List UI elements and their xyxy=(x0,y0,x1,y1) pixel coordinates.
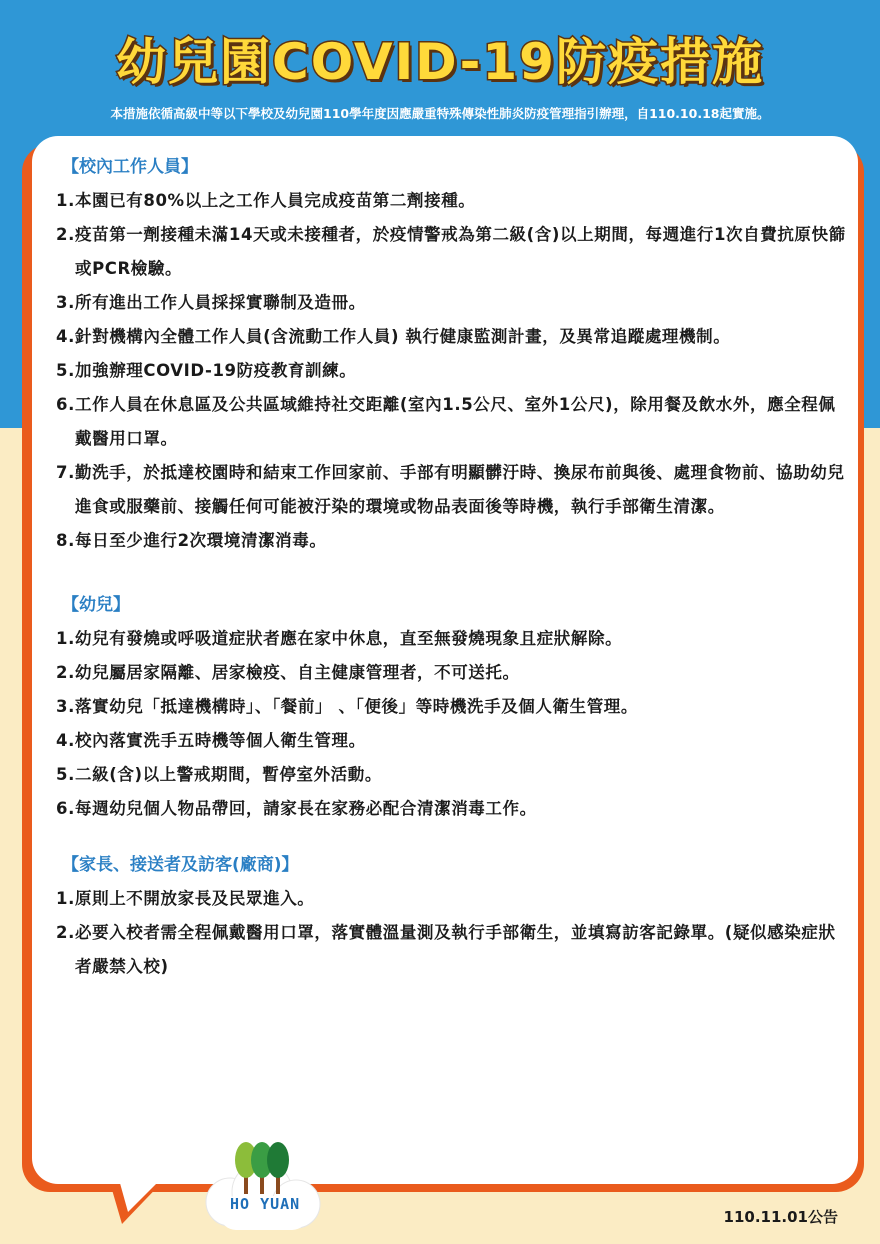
content-body xyxy=(56,150,846,984)
section-children xyxy=(56,588,846,826)
list-item xyxy=(56,456,846,524)
list-item xyxy=(56,690,846,724)
item-number: 6. xyxy=(56,799,75,818)
list-item xyxy=(56,184,846,218)
item-text: 每日至少進行2次環境清潔消毒。 xyxy=(75,531,327,550)
item-number: 4. xyxy=(56,731,75,750)
item-text: 二級(含)以上警戒期間，暫停室外活動。 xyxy=(75,765,382,784)
item-number: 4. xyxy=(56,327,75,346)
item-text: 校內落實洗手五時機等個人衛生管理。 xyxy=(75,731,366,750)
item-text: 幼兒屬居家隔離、居家檢疫、自主健康管理者，不可送托。 xyxy=(75,663,520,682)
list-item xyxy=(56,218,846,286)
item-text: 疫苗第一劑接種未滿14天或未接種者，於疫情警戒為第二級(含)以上期間，每週進行1次自費抗原快篩或PCR檢驗。 xyxy=(75,225,846,278)
item-number: 1. xyxy=(56,191,75,210)
item-text: 每週幼兒個人物品帶回，請家長在家務必配合清潔消毒工作。 xyxy=(75,799,537,818)
list-item xyxy=(56,792,846,826)
list-item xyxy=(56,320,846,354)
list-item xyxy=(56,916,846,984)
section-title: 【校內工作人員】 xyxy=(62,157,198,177)
list-item xyxy=(56,724,846,758)
section-parents-visitors xyxy=(56,848,846,984)
list-item xyxy=(56,882,846,916)
item-number: 2. xyxy=(56,225,75,244)
item-number: 1. xyxy=(56,629,75,648)
item-number: 5. xyxy=(56,361,75,380)
item-number: 1. xyxy=(56,889,75,908)
item-number: 3. xyxy=(56,697,75,716)
item-text: 必要入校者需全程佩戴醫用口罩，落實體溫量測及執行手部衛生，並填寫訪客記錄單。(疑似感染症狀者嚴禁入校) xyxy=(75,923,836,976)
item-number: 3. xyxy=(56,293,75,312)
list-item xyxy=(56,758,846,792)
section-title: 【家長、接送者及訪客(廠商)】 xyxy=(62,855,299,875)
page-subtitle: 本措施依循高級中等以下學校及幼兒園110學年度因應嚴重特殊傳染性肺炎防疫管理指引辦理，自110.10.18起實施。 xyxy=(110,106,770,121)
section-staff xyxy=(56,150,846,558)
item-text: 加強辦理COVID-19防疫教育訓練。 xyxy=(75,361,357,380)
section-title: 【幼兒】 xyxy=(62,595,130,615)
item-text: 所有進出工作人員採採實聯制及造冊。 xyxy=(75,293,366,312)
item-text: 勤洗手，於抵達校園時和結束工作回家前、手部有明顯髒汙時、換尿布前與後、處理食物前、協助幼兒進食或服藥前、接觸任何可能被汙染的環境或物品表面後等時機，執行手部衛生清潔。 xyxy=(75,463,845,516)
item-number: 7. xyxy=(56,463,75,482)
logo-text: HO YUAN xyxy=(230,1195,301,1213)
speech-bubble-tail-inner xyxy=(118,1176,164,1212)
page-title: 幼兒園COVID-19防疫措施 xyxy=(116,33,764,91)
item-number: 2. xyxy=(56,923,75,942)
item-number: 2. xyxy=(56,663,75,682)
item-number: 8. xyxy=(56,531,75,550)
list-item xyxy=(56,388,846,456)
list-item xyxy=(56,524,846,558)
list-item xyxy=(56,354,846,388)
tree-logo-icon xyxy=(200,1130,326,1240)
item-text: 落實幼兒「抵達機構時」、「餐前」 、「便後」等時機洗手及個人衛生管理。 xyxy=(75,697,638,716)
item-text: 本園已有80%以上之工作人員完成疫苗第二劑接種。 xyxy=(75,191,476,210)
announcement-date: 110.11.01公告 xyxy=(723,1208,838,1226)
list-item xyxy=(56,286,846,320)
list-item xyxy=(56,622,846,656)
item-text: 針對機構內全體工作人員(含流動工作人員) 執行健康監測計畫，及異常追蹤處理機制。 xyxy=(75,327,731,346)
list-item xyxy=(56,656,846,690)
item-number: 5. xyxy=(56,765,75,784)
item-text: 工作人員在休息區及公共區域維持社交距離(室內1.5公尺、室外1公尺)，除用餐及飲水外，應全程佩戴醫用口罩。 xyxy=(75,395,836,448)
item-text: 原則上不開放家長及民眾進入。 xyxy=(75,889,315,908)
item-number: 6. xyxy=(56,395,75,414)
item-text: 幼兒有發燒或呼吸道症狀者應在家中休息，直至無發燒現象且症狀解除。 xyxy=(75,629,623,648)
